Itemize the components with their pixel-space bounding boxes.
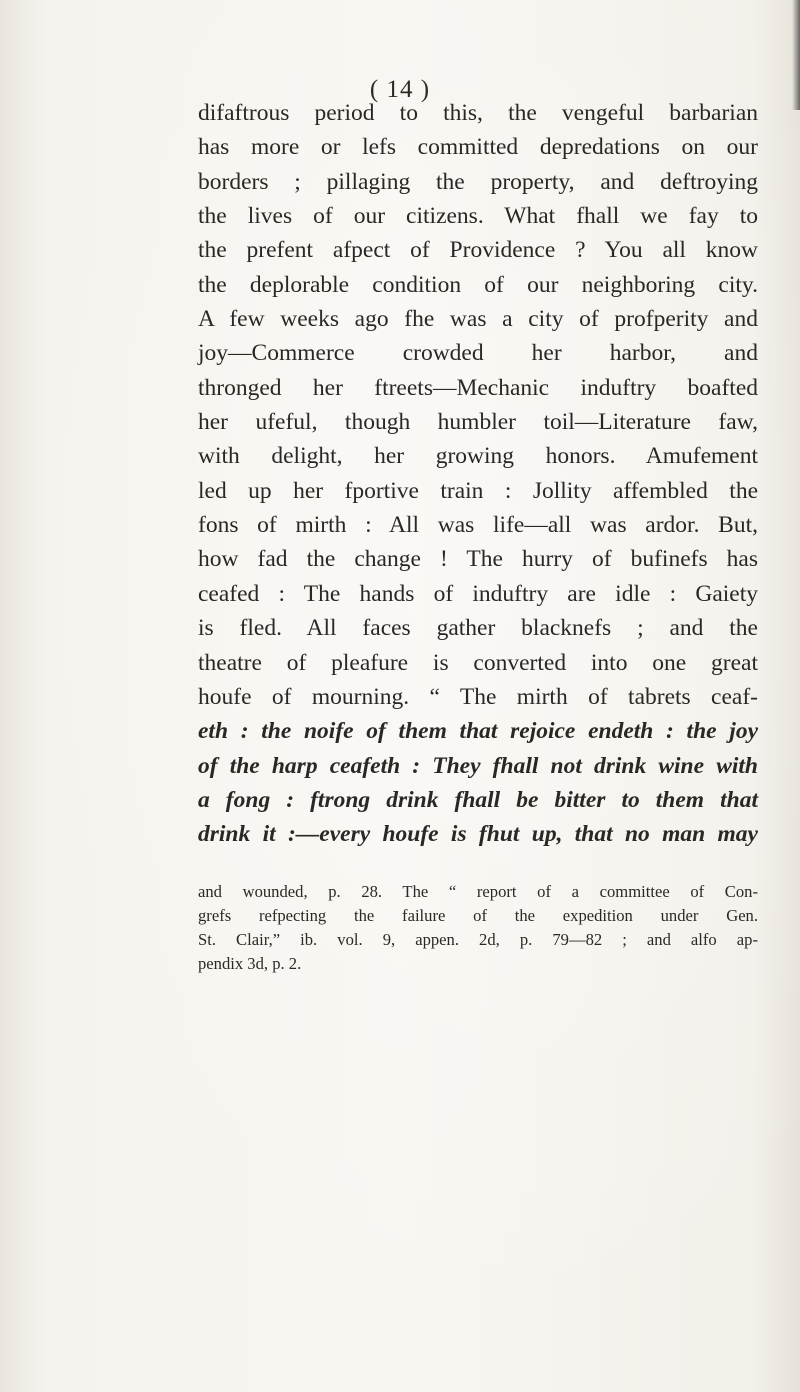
page-number: ( 14 ) [369,76,431,103]
footnote-line: grefs refpecting the failure of the expedition under Gen. [198,905,758,925]
text-line: theatre of pleafure is converted into one great [198,649,758,676]
text-line: drink it :—every houfe is fhut up, that no man may [198,821,758,848]
text-line: joy—Commerce crowded her harbor, and [198,340,758,367]
text-line: how fad the change ! The hurry of bufinefs has [198,546,758,573]
footnote-line: pendix 3d, p. 2. [198,953,302,973]
text-line: the lives of our citizens. What fhall we fay to [198,203,758,230]
text-line: houfe of mourning. “ The mirth of tabrets ceaf- [198,683,758,710]
text-line: eth : the noife of them that rejoice endeth : the joy [198,718,758,745]
text-line: of the harp ceafeth : They fhall not drink wine with [198,752,758,779]
text-line: a fong : ftrong drink fhall be bitter to them that [198,786,758,813]
footnote [198,880,758,976]
text-line: is fled. All faces gather blacknefs ; and the [198,615,758,642]
text-line: the deplorable condition of our neighboring city. [198,271,758,298]
text-line: borders ; pillaging the property, and deftroying [198,168,758,195]
text-line: with delight, her growing honors. Amufement [198,443,758,470]
text-line: her ufeful, though humbler toil—Literature faw, [198,409,758,436]
text-line: fons of mirth : All was life—all was ardor. But, [198,512,758,539]
text-line: A few weeks ago fhe was a city of profperity and [198,306,758,333]
text-line: led up her fportive train : Jollity affembled the [198,477,758,504]
text-line: ceafed : The hands of induftry are idle : Gaiety [198,580,758,607]
text-line: has more or lefs committed depredations on our [198,134,758,161]
footnote-line: and wounded, p. 28. The “ report of a committee of Con- [198,881,758,901]
text-line: difaftrous period to this, the vengeful barbarian [198,100,758,126]
main-text [198,96,758,976]
text-line: thronged her ftreets—Mechanic induftry boafted [198,374,758,401]
text-line: the prefent afpect of Providence ? You all know [198,237,758,264]
body-paragraph [198,96,758,852]
footnote-line: St. Clair,” ib. vol. 9, appen. 2d, p. 79—82 ; and alfo ap- [198,929,758,949]
footnote-gap [198,852,758,880]
